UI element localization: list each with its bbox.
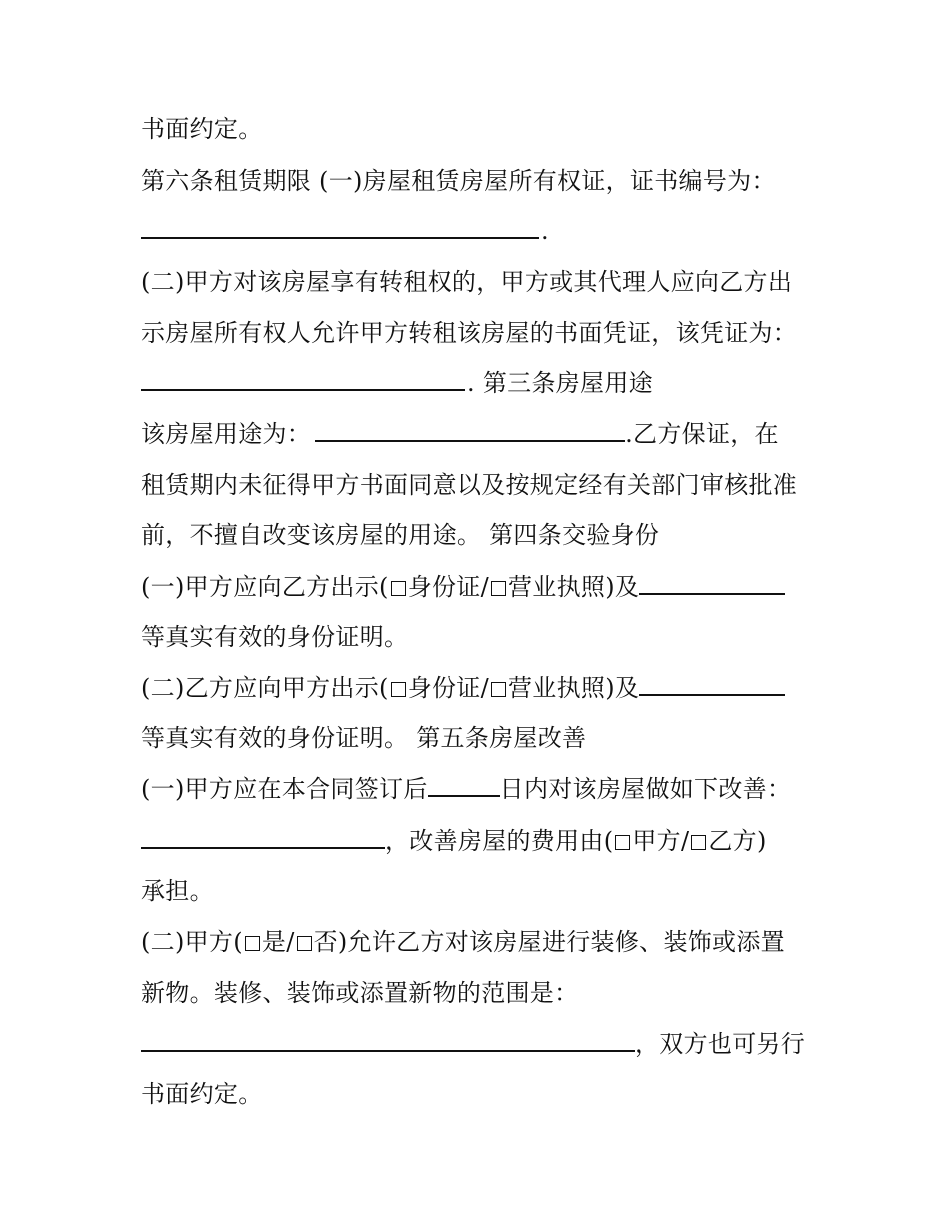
line-text: 承担。 — [141, 877, 214, 905]
fill-blank — [315, 422, 625, 442]
line-text: ，双方也可另行 — [635, 1030, 806, 1058]
text-line — [141, 520, 659, 550]
text-line — [141, 318, 797, 348]
line-text: 否)允许乙方对该房屋进行装修、装饰或添置 — [313, 928, 785, 956]
text-line — [141, 216, 549, 246]
text-line — [141, 166, 776, 196]
line-text: 租赁期内未征得甲方书面同意以及按规定经有关部门审核批准 — [141, 471, 798, 499]
line-text: 是/ — [261, 928, 295, 956]
fill-blank — [141, 219, 539, 239]
line-text: 乙方) — [708, 827, 767, 855]
checkbox-business-license[interactable] — [491, 682, 506, 697]
checkbox-id-card[interactable] — [391, 581, 406, 596]
text-line — [141, 1079, 263, 1109]
text-line — [141, 368, 653, 398]
checkbox-party-a[interactable] — [615, 835, 630, 850]
line-text: 甲方/ — [632, 827, 690, 855]
line-text: .乙方保证，在 — [625, 420, 779, 448]
text-line — [141, 470, 797, 500]
text-line — [141, 1029, 805, 1059]
line-text: 等真实有效的身份证明。 第五条房屋改善 — [141, 724, 587, 752]
checkbox-id-card[interactable] — [391, 682, 406, 697]
line-text: 新物。装修、装饰或添置新物的范围是： — [141, 979, 579, 1007]
line-text: 书面约定。 — [141, 1080, 263, 1108]
text-line — [141, 876, 214, 906]
line-text: 示房屋所有权人允许甲方转租该房屋的书面凭证，该凭证为： — [141, 319, 798, 347]
line-text: 日内对该房屋做如下改善： — [499, 775, 792, 803]
line-text: . — [541, 217, 549, 245]
line-text: 身份证/ — [407, 674, 489, 702]
line-text: (二)甲方( — [141, 928, 243, 956]
checkbox-no[interactable] — [297, 936, 312, 951]
fill-blank — [141, 371, 465, 391]
text-line — [141, 826, 767, 856]
text-line — [141, 774, 791, 804]
text-line — [141, 114, 263, 144]
line-text: (二)甲方对该房屋享有转租权的，甲方或其代理人应向乙方出 — [141, 268, 793, 296]
checkbox-party-b[interactable] — [691, 835, 706, 850]
fill-blank — [141, 829, 385, 849]
line-text: 书面约定。 — [141, 115, 263, 143]
line-text: ，改善房屋的费用由( — [385, 827, 614, 855]
line-text: . 第三条房屋用途 — [467, 369, 653, 397]
line-text: 营业执照)及 — [508, 674, 640, 702]
text-line — [141, 927, 785, 957]
line-text: 身份证/ — [407, 573, 489, 601]
text-line — [141, 572, 785, 602]
text-line — [141, 978, 578, 1008]
line-text: 等真实有效的身份证明。 — [141, 623, 409, 651]
text-line — [141, 419, 779, 449]
checkbox-business-license[interactable] — [491, 581, 506, 596]
text-line — [141, 267, 792, 297]
fill-blank — [428, 777, 500, 797]
fill-blank — [639, 676, 785, 696]
line-text: 营业执照)及 — [508, 573, 640, 601]
fill-blank — [141, 1032, 635, 1052]
line-text: 前，不擅自改变该房屋的用途。 第四条交验身份 — [141, 521, 660, 549]
line-text: (一)甲方应向乙方出示( — [141, 573, 389, 601]
line-text: (一)甲方应在本合同签订后 — [141, 775, 428, 803]
line-text: 第六条租赁期限 (一)房屋租赁房屋所有权证，证书编号为： — [141, 167, 776, 195]
text-line — [141, 673, 785, 703]
checkbox-yes[interactable] — [245, 936, 260, 951]
fill-blank — [639, 575, 785, 595]
text-line — [141, 723, 586, 753]
line-text: (二)乙方应向甲方出示( — [141, 674, 389, 702]
line-text: 该房屋用途为： — [141, 420, 312, 448]
text-line — [141, 622, 408, 652]
